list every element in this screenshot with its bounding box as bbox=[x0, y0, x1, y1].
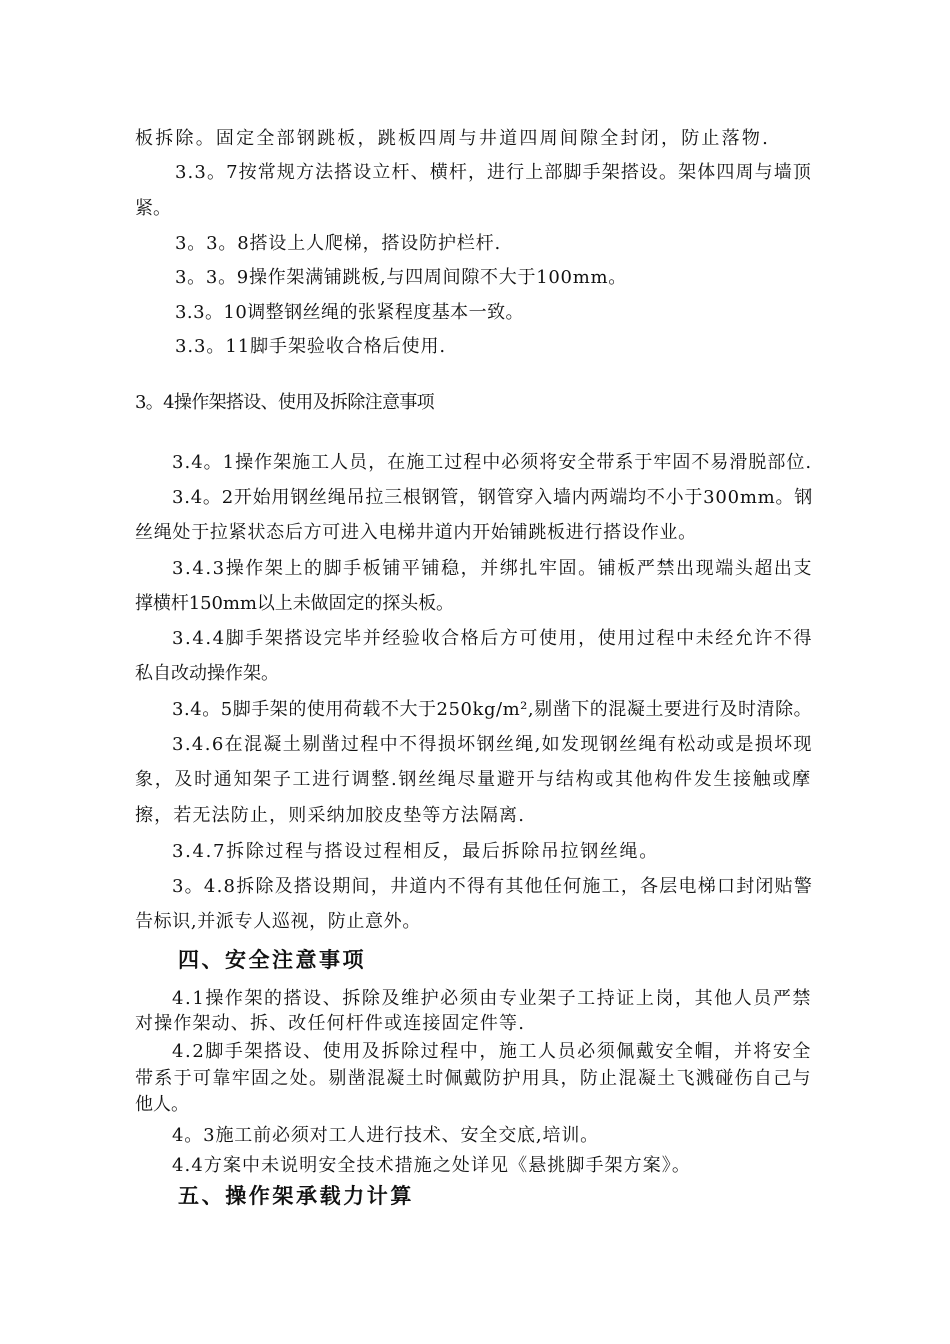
paragraph-line: 丝绳处于拉紧状态后方可进入电梯井道内开始铺跳板进行搭设作业。 bbox=[135, 522, 697, 543]
paragraph-line: 告标识,并派专人巡视，防止意外。 bbox=[135, 911, 421, 932]
paragraph-line: 撑横杆150mm以上未做固定的探头板。 bbox=[135, 593, 454, 614]
section-heading: 五、操作架承载力计算 bbox=[178, 1184, 414, 1208]
paragraph-line: 4.2脚手架搭设、使用及拆除过程中，施工人员必须佩戴安全帽，并将安全 bbox=[172, 1041, 813, 1062]
paragraph-line: 3.4.7拆除过程与搭设过程相反，最后拆除吊拉钢丝绳。 bbox=[172, 841, 659, 862]
paragraph-line: 3.3。7按常规方法搭设立杆、横杆，进行上部脚手架搭设。架体四周与墙顶 bbox=[175, 162, 812, 183]
paragraph-line: 3.4.6在混凝土剔凿过程中不得损坏钢丝绳,如发现钢丝绳有松动或是损坏现 bbox=[172, 734, 813, 755]
paragraph-line: 3。4.8拆除及搭设期间，井道内不得有其他任何施工，各层电梯口封闭贴警 bbox=[172, 876, 814, 897]
paragraph-line: 3.3。11脚手架验收合格后使用. bbox=[175, 336, 447, 357]
paragraph-line: 3。3。8搭设上人爬梯，搭设防护栏杆. bbox=[175, 233, 502, 254]
section-heading: 四、安全注意事项 bbox=[178, 948, 366, 972]
paragraph-line: 3.4。1操作架施工人员，在施工过程中必须将安全带系于牢固不易滑脱部位. bbox=[172, 452, 813, 473]
paragraph-line: 3.4.4脚手架搭设完毕并经验收合格后方可使用，使用过程中未经允许不得 bbox=[172, 628, 814, 649]
paragraph-line: 3。3。9操作架满铺跳板,与四周间隙不大于100mm。 bbox=[175, 267, 628, 288]
paragraph-line: 对操作架动、拆、改任何杆件或连接固定件等. bbox=[135, 1013, 526, 1034]
paragraph-line: 3.4。2开始用钢丝绳吊拉三根钢管，钢管穿入墙内两端均不小于300mm。钢 bbox=[172, 487, 814, 508]
paragraph-line: 4。3施工前必须对工人进行技术、安全交底,培训。 bbox=[172, 1125, 600, 1146]
paragraph-line: 3.4.3操作架上的脚手板铺平铺稳，并绑扎牢固。铺板严禁出现端头超出支 bbox=[172, 558, 814, 579]
paragraph-line: 4.4方案中未说明安全技术措施之处详见《悬挑脚手架方案》。 bbox=[172, 1155, 691, 1176]
paragraph-line: 私自改动操作架。 bbox=[135, 663, 279, 684]
paragraph-line: 带系于可靠牢固之处。剔凿混凝土时佩戴防护用具，防止混凝土飞溅碰伤自己与 bbox=[135, 1068, 812, 1089]
section-subheading: 3。4操作架搭设、使用及拆除注意事项 bbox=[135, 392, 435, 413]
paragraph-line: 板拆除。固定全部钢跳板，跳板四周与井道四周间隙全封闭，防止落物. bbox=[135, 128, 771, 149]
paragraph-line: 3.4。5脚手架的使用荷载不大于250kg/m²,剔凿下的混凝土要进行及时清除。 bbox=[172, 699, 813, 720]
paragraph-line: 他人。 bbox=[135, 1094, 189, 1115]
paragraph-line: 4.1操作架的搭设、拆除及维护必须由专业架子工持证上岗，其他人员严禁 bbox=[172, 988, 813, 1009]
paragraph-line: 紧。 bbox=[135, 198, 171, 219]
paragraph-line: 3.3。10调整钢丝绳的张紧程度基本一致。 bbox=[175, 302, 524, 323]
paragraph-line: 象，及时通知架子工进行调整.钢丝绳尽量避开与结构或其他构件发生接触或摩 bbox=[135, 769, 812, 790]
paragraph-line: 擦，若无法防止，则采纳加胶皮垫等方法隔离. bbox=[135, 805, 526, 826]
